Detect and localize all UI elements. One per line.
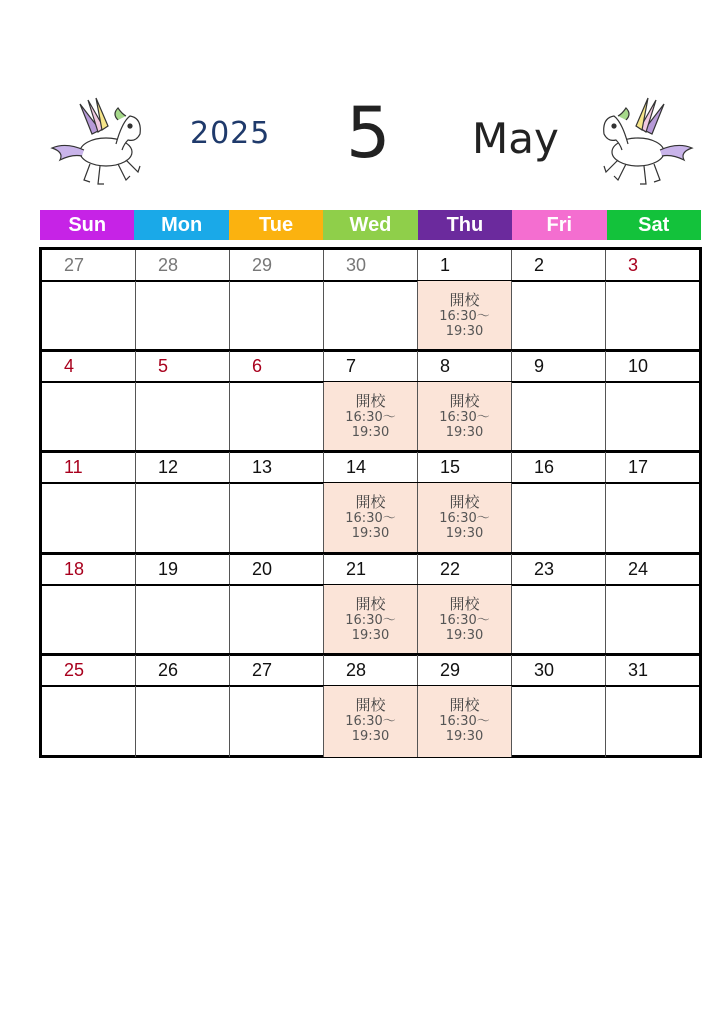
day-number-cell	[230, 351, 324, 381]
day-content-cell	[42, 281, 136, 352]
day-content-cell	[42, 382, 136, 453]
day-number-cell	[512, 452, 606, 482]
weekday-sat: Sat	[607, 210, 701, 240]
day-content-cell	[136, 585, 230, 656]
day-content-cell	[230, 382, 324, 453]
day-content-cell	[324, 281, 418, 352]
event-time-start: 16:30～	[345, 612, 396, 628]
event-time-start: 16:30～	[345, 713, 396, 729]
calendar-week	[42, 452, 699, 554]
day-number-cell	[136, 554, 230, 584]
day-content-cell	[512, 483, 606, 554]
event-time-end: 19:30	[445, 627, 484, 643]
day-content-cell	[606, 585, 699, 656]
day-number: 27	[64, 255, 85, 275]
day-number: 5	[158, 356, 169, 377]
day-number: 13	[252, 457, 273, 478]
school-open-event	[418, 483, 511, 554]
day-number: 20	[252, 558, 273, 579]
day-content-cell	[512, 281, 606, 352]
day-number: 16	[534, 457, 555, 478]
day-number-cell	[512, 655, 606, 685]
event-time-start: 16:30～	[439, 410, 490, 426]
event-time-end: 19:30	[445, 728, 484, 744]
day-number: 25	[64, 659, 85, 680]
event-title: 開校	[449, 291, 480, 309]
event-time-start: 16:30～	[439, 511, 490, 527]
day-content-row	[42, 483, 699, 554]
event-time-start: 16:30～	[439, 309, 490, 324]
day-number-cell	[42, 351, 136, 381]
event-time-end: 19:30	[445, 425, 484, 441]
day-number: 18	[64, 558, 85, 579]
school-open-event	[418, 382, 511, 453]
weekday-tue: Tue	[229, 210, 323, 240]
day-number: 26	[158, 659, 179, 680]
weekday-fri: Fri	[512, 210, 606, 240]
day-content-row	[42, 686, 699, 757]
weekday-wed: Wed	[323, 210, 417, 240]
day-content-cell	[230, 281, 324, 352]
pegasus-icon	[598, 94, 706, 190]
weekday-sun: Sun	[40, 210, 134, 240]
day-number-cell	[418, 351, 512, 381]
day-number: 30	[534, 659, 555, 680]
day-content-row	[42, 281, 699, 352]
day-number-row	[42, 554, 699, 586]
calendar-week	[42, 655, 699, 757]
day-number: 22	[440, 558, 461, 579]
pegasus-icon	[38, 94, 146, 190]
day-number-row	[42, 351, 699, 383]
day-number: 23	[534, 558, 555, 579]
day-number: 10	[628, 356, 649, 377]
day-number-cell	[606, 250, 699, 280]
day-content-cell	[136, 281, 230, 352]
day-content-row	[42, 585, 699, 656]
event-title: 開校	[449, 695, 480, 714]
day-number-row	[42, 452, 699, 484]
day-number: 4	[64, 356, 75, 377]
day-number: 21	[346, 558, 367, 579]
event-title: 開校	[355, 392, 386, 411]
day-content-cell	[324, 483, 418, 554]
day-number-cell	[418, 250, 512, 280]
event-time-start: 16:30～	[345, 410, 396, 426]
weekday-header	[40, 210, 701, 240]
day-number-cell	[418, 452, 512, 482]
calendar-week	[42, 250, 699, 352]
school-open-event	[418, 686, 511, 757]
school-open-event	[324, 585, 417, 656]
day-number-cell	[136, 351, 230, 381]
day-content-cell	[418, 483, 512, 554]
day-number-cell	[324, 452, 418, 482]
day-number: 1	[440, 255, 451, 275]
day-content-cell	[418, 686, 512, 757]
day-number-cell	[606, 554, 699, 584]
day-number-cell	[230, 452, 324, 482]
day-content-cell	[42, 483, 136, 554]
day-number-row	[42, 250, 699, 282]
day-number-cell	[42, 554, 136, 584]
school-open-event	[418, 281, 511, 352]
day-content-cell	[324, 686, 418, 757]
day-number: 28	[346, 659, 367, 680]
day-content-cell	[418, 382, 512, 453]
event-time-end: 19:30	[351, 627, 390, 643]
event-title: 開校	[449, 493, 480, 512]
event-title: 開校	[355, 695, 386, 714]
day-number-cell	[230, 554, 324, 584]
day-number-cell	[418, 554, 512, 584]
day-number: 9	[534, 356, 545, 377]
day-number: 3	[628, 255, 639, 275]
day-content-cell	[230, 585, 324, 656]
calendar-week	[42, 351, 699, 453]
day-content-row	[42, 382, 699, 453]
school-open-event	[324, 382, 417, 453]
day-content-cell	[230, 483, 324, 554]
day-number-cell	[230, 655, 324, 685]
day-number-cell	[512, 250, 606, 280]
day-content-cell	[136, 686, 230, 757]
day-content-cell	[230, 686, 324, 757]
day-number: 14	[346, 457, 367, 478]
day-number: 29	[252, 255, 273, 275]
event-time-end: 19:30	[351, 425, 390, 441]
day-number: 27	[252, 659, 273, 680]
day-content-cell	[512, 686, 606, 757]
day-content-cell	[42, 686, 136, 757]
day-content-cell	[324, 585, 418, 656]
day-number-cell	[418, 655, 512, 685]
day-number-cell	[136, 655, 230, 685]
event-title: 開校	[355, 493, 386, 512]
day-number: 24	[628, 558, 649, 579]
day-content-cell	[512, 382, 606, 453]
day-number-cell	[606, 655, 699, 685]
day-content-cell	[418, 585, 512, 656]
event-title: 開校	[449, 594, 480, 613]
day-number-cell	[512, 351, 606, 381]
event-title: 開校	[355, 594, 386, 613]
calendar-week	[42, 554, 699, 656]
day-content-cell	[136, 483, 230, 554]
day-number: 31	[628, 659, 649, 680]
day-number-cell	[324, 250, 418, 280]
day-content-cell	[42, 585, 136, 656]
calendar-grid	[39, 247, 702, 758]
day-number-cell	[324, 655, 418, 685]
day-number: 19	[158, 558, 179, 579]
day-number-cell	[606, 351, 699, 381]
event-time-start: 16:30～	[439, 612, 490, 628]
day-number-cell	[324, 351, 418, 381]
event-time-end: 19:30	[445, 324, 484, 339]
day-number: 8	[440, 356, 451, 377]
day-content-cell	[606, 686, 699, 757]
day-number: 17	[628, 457, 649, 478]
day-number: 11	[64, 457, 83, 478]
day-number: 2	[534, 255, 545, 275]
event-time-start: 16:30～	[439, 713, 490, 729]
event-time-start: 16:30～	[345, 511, 396, 527]
day-number: 12	[158, 457, 179, 478]
day-number: 28	[158, 255, 179, 275]
day-number-cell	[42, 250, 136, 280]
day-content-cell	[606, 483, 699, 554]
day-content-cell	[606, 281, 699, 352]
day-number: 15	[440, 457, 461, 478]
school-open-event	[324, 483, 417, 554]
day-content-cell	[606, 382, 699, 453]
year-label: 2025	[190, 116, 271, 151]
day-number: 7	[346, 356, 357, 377]
day-content-cell	[512, 585, 606, 656]
day-number-cell	[136, 452, 230, 482]
school-open-event	[324, 686, 417, 757]
day-content-cell	[136, 382, 230, 453]
day-number: 29	[440, 659, 461, 680]
event-time-end: 19:30	[445, 526, 484, 542]
day-number-cell	[324, 554, 418, 584]
month-number: 5	[346, 92, 391, 174]
school-open-event	[418, 585, 511, 656]
day-number: 6	[252, 356, 263, 377]
day-number-cell	[42, 452, 136, 482]
event-title: 開校	[449, 392, 480, 411]
event-time-end: 19:30	[351, 728, 390, 744]
day-number-cell	[606, 452, 699, 482]
day-content-cell	[324, 382, 418, 453]
day-number-row	[42, 655, 699, 687]
day-number-cell	[512, 554, 606, 584]
day-number-cell	[230, 250, 324, 280]
event-time-end: 19:30	[351, 526, 390, 542]
day-number-cell	[136, 250, 230, 280]
day-content-cell	[418, 281, 512, 352]
day-number-cell	[42, 655, 136, 685]
day-number: 30	[346, 255, 367, 275]
month-name: May	[472, 114, 559, 163]
weekday-mon: Mon	[134, 210, 228, 240]
weekday-thu: Thu	[418, 210, 512, 240]
